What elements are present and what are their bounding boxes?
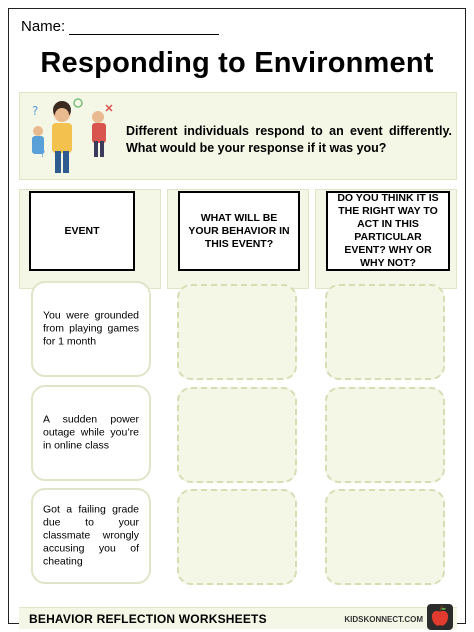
event-cell-3 xyxy=(31,488,151,584)
event-text-1: You were grounded from playing games for 1 month xyxy=(43,309,139,348)
event-cell-2 xyxy=(31,385,151,481)
apple-icon xyxy=(427,604,453,630)
behavior-answer-2[interactable] xyxy=(177,387,297,483)
behavior-answer-1[interactable] xyxy=(177,284,297,380)
intro-panel xyxy=(19,92,457,180)
footer-title: BEHAVIOR REFLECTION WORKSHEETS xyxy=(29,612,267,626)
svg-text:?: ? xyxy=(32,104,39,118)
footer-bar xyxy=(19,607,457,629)
reflection-answer-1[interactable] xyxy=(325,284,445,380)
reflection-answer-2[interactable] xyxy=(325,387,445,483)
name-row xyxy=(21,18,219,35)
column-header-behavior: WHAT WILL BE YOUR BEHAVIOR IN THIS EVENT? xyxy=(178,191,300,271)
page-title: Responding to Environment xyxy=(40,47,434,79)
event-cell-1 xyxy=(31,281,151,377)
name-input-line[interactable] xyxy=(69,21,219,35)
worksheet-page xyxy=(8,8,466,624)
people-reacting-illustration-icon xyxy=(22,95,118,179)
name-label: Name: xyxy=(21,18,66,35)
behavior-answer-3[interactable] xyxy=(177,489,297,585)
column-header-right-way: DO YOU THINK IT IS THE RIGHT WAY TO ACT IN THIS PARTICULAR EVENT? WHY OR WHY NOT? xyxy=(326,191,450,271)
svg-text:?: ? xyxy=(40,149,46,160)
column-header-event: EVENT xyxy=(29,191,135,271)
intro-text: Different individuals respond to an event differently. What would be your response if it was you? xyxy=(126,124,452,155)
event-text-2: A sudden power outage while you’re in online class xyxy=(43,413,139,452)
event-text-3: Got a failing grade due to your classmate wrongly accusing you of cheating xyxy=(43,503,139,568)
footer-brand[interactable]: KIDSKONNECT.COM xyxy=(344,615,423,624)
reflection-answer-3[interactable] xyxy=(325,489,445,585)
